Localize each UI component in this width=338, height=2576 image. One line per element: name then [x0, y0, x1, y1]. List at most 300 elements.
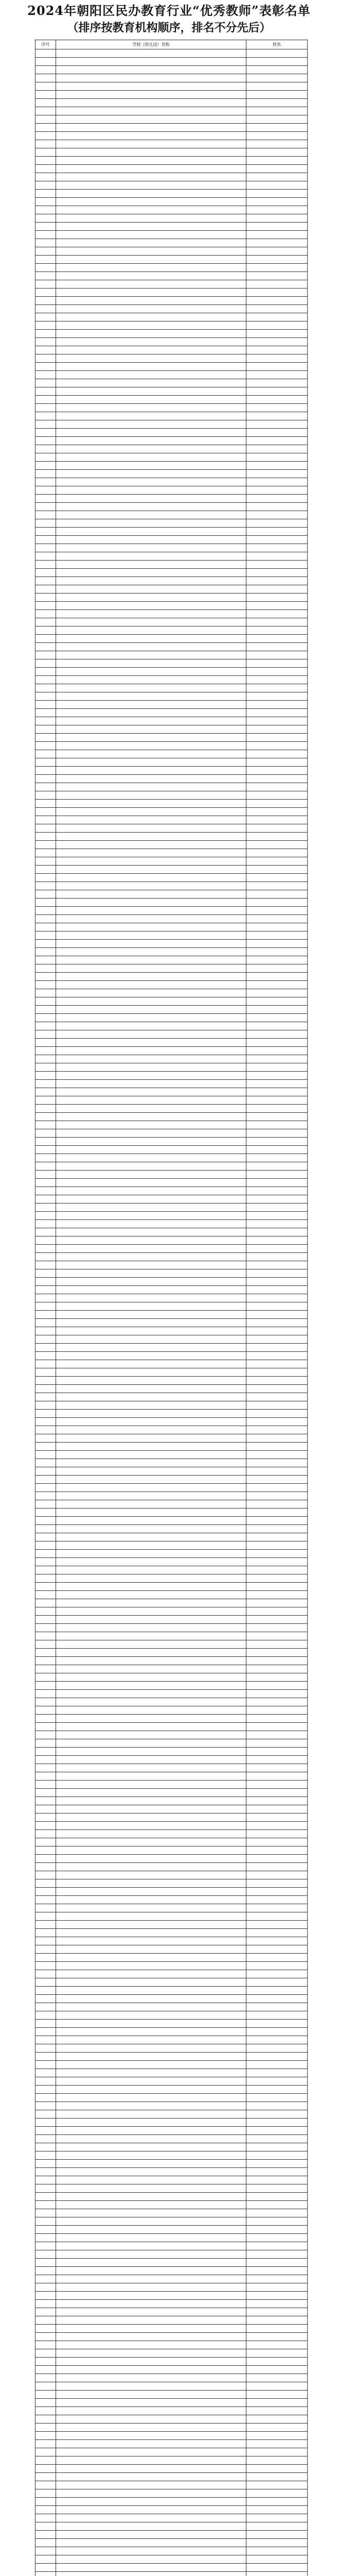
cell-number	[35, 1162, 56, 1171]
cell-school	[56, 1624, 246, 1632]
cell-name	[246, 940, 308, 948]
cell-name	[246, 684, 308, 692]
cell-number	[35, 2102, 56, 2110]
table-row	[35, 2564, 308, 2572]
cell-name	[246, 247, 308, 256]
table-row	[35, 997, 308, 1006]
cell-number	[35, 981, 56, 989]
cell-number	[35, 1335, 56, 1344]
cell-number	[35, 256, 56, 264]
table-row	[35, 1797, 308, 1805]
cell-number	[35, 602, 56, 610]
cell-name	[246, 2366, 308, 2374]
cell-number	[35, 2308, 56, 2316]
cell-number	[35, 132, 56, 140]
cell-number	[35, 1393, 56, 1401]
table-row	[35, 651, 308, 659]
cell-name	[246, 115, 308, 124]
cell-name	[246, 1921, 308, 1929]
table-row	[35, 2555, 308, 2564]
table-row	[35, 585, 308, 594]
cell-school	[56, 247, 246, 256]
cell-name	[246, 2456, 308, 2465]
cell-number	[35, 569, 56, 577]
cell-school	[56, 2226, 246, 2234]
cell-name	[246, 1830, 308, 1838]
table-row	[35, 1492, 308, 1500]
cell-name	[246, 1517, 308, 1525]
cell-name	[246, 561, 308, 569]
table-row	[35, 2151, 308, 2160]
cell-name	[246, 2135, 308, 2143]
table-row	[35, 2382, 308, 2391]
cell-name	[246, 2028, 308, 2036]
cell-number	[35, 2028, 56, 2036]
cell-school	[56, 1484, 246, 1492]
cell-school	[56, 91, 246, 99]
cell-school	[56, 536, 246, 544]
cell-name	[246, 1566, 308, 1574]
cell-number	[35, 387, 56, 396]
cell-number	[35, 1286, 56, 1294]
table-row	[35, 931, 308, 940]
table-row	[35, 676, 308, 684]
cell-number	[35, 1129, 56, 1138]
cell-school	[56, 1599, 246, 1607]
cell-name	[246, 2053, 308, 2061]
cell-school	[56, 1467, 246, 1476]
cell-number	[35, 1171, 56, 1179]
cell-school	[56, 725, 246, 734]
cell-number	[35, 915, 56, 923]
cell-school	[56, 305, 246, 313]
cell-number	[35, 709, 56, 717]
cell-school	[56, 940, 246, 948]
cell-name	[246, 2564, 308, 2572]
cell-name	[246, 2201, 308, 2209]
cell-school	[56, 2465, 246, 2473]
cell-school	[56, 1047, 246, 1055]
cell-school	[56, 2135, 246, 2143]
table-row	[35, 1302, 308, 1311]
cell-name	[246, 577, 308, 585]
cell-school	[56, 1187, 246, 1195]
cell-name	[246, 2184, 308, 2193]
table-row	[35, 610, 308, 618]
cell-name	[246, 1385, 308, 1393]
cell-school	[56, 2564, 246, 2572]
cell-school	[56, 1459, 246, 1467]
cell-school	[56, 1896, 246, 1904]
table-row	[35, 1912, 308, 1921]
cell-number	[35, 1772, 56, 1781]
cell-name	[246, 1764, 308, 1772]
cell-school	[56, 1105, 246, 1113]
cell-number	[35, 1138, 56, 1146]
cell-school	[56, 2242, 246, 2250]
cell-school	[56, 1269, 246, 1278]
cell-number	[35, 1739, 56, 1748]
cell-school	[56, 379, 246, 387]
table-row	[35, 379, 308, 387]
table-row	[35, 2217, 308, 2226]
cell-number	[35, 1113, 56, 1121]
cell-name	[246, 2448, 308, 2456]
cell-name	[246, 1195, 308, 1204]
table-row	[35, 808, 308, 816]
table-row	[35, 1954, 308, 1962]
table-row	[35, 2391, 308, 2399]
table-row	[35, 1467, 308, 1476]
cell-school	[56, 2283, 246, 2292]
cell-name	[246, 1393, 308, 1401]
table-row	[35, 2020, 308, 2028]
cell-number	[35, 1929, 56, 1937]
table-row	[35, 1385, 308, 1393]
cell-number	[35, 2044, 56, 2053]
cell-school	[56, 1327, 246, 1335]
cell-name	[246, 82, 308, 91]
table-row	[35, 2531, 308, 2539]
table-row	[35, 1063, 308, 1072]
cell-name	[246, 2102, 308, 2110]
table-row	[35, 2424, 308, 2432]
cell-school	[56, 989, 246, 997]
cell-name	[246, 2308, 308, 2316]
cell-school	[56, 2292, 246, 2300]
cell-name	[246, 1748, 308, 1756]
cell-number	[35, 1830, 56, 1838]
cell-name	[246, 989, 308, 997]
honor-roll-table	[35, 40, 308, 2576]
cell-number	[35, 82, 56, 91]
cell-name	[246, 1500, 308, 1509]
table-row	[35, 1987, 308, 1995]
table-row	[35, 305, 308, 313]
cell-number	[35, 1574, 56, 1583]
cell-number	[35, 313, 56, 321]
cell-school	[56, 800, 246, 808]
table-row	[35, 973, 308, 981]
cell-school	[56, 610, 246, 618]
table-row	[35, 1896, 308, 1904]
cell-school	[56, 107, 246, 115]
cell-name	[246, 783, 308, 791]
cell-name	[246, 2489, 308, 2498]
table-row	[35, 2053, 308, 2061]
cell-number	[35, 2374, 56, 2382]
cell-number	[35, 363, 56, 371]
cell-school	[56, 2432, 246, 2440]
cell-name	[246, 124, 308, 132]
cell-school	[56, 1335, 246, 1344]
cell-name	[246, 899, 308, 907]
cell-name	[246, 132, 308, 140]
cell-number	[35, 2366, 56, 2374]
table-row	[35, 668, 308, 676]
table-row	[35, 1162, 308, 1171]
table-row	[35, 701, 308, 709]
table-row	[35, 1929, 308, 1937]
cell-school	[56, 857, 246, 866]
cell-number	[35, 49, 56, 58]
cell-number	[35, 495, 56, 503]
cell-school	[56, 668, 246, 676]
cell-school	[56, 1352, 246, 1360]
cell-school	[56, 824, 246, 833]
cell-name	[246, 140, 308, 148]
table-row	[35, 1212, 308, 1220]
cell-number	[35, 404, 56, 412]
cell-school	[56, 2391, 246, 2399]
cell-school	[56, 973, 246, 981]
cell-name	[246, 1319, 308, 1327]
cell-school	[56, 997, 246, 1006]
cell-school	[56, 2044, 246, 2053]
cell-number	[35, 816, 56, 824]
cell-school	[56, 1945, 246, 1954]
cell-number	[35, 1096, 56, 1105]
cell-number	[35, 2415, 56, 2424]
cell-number	[35, 462, 56, 470]
cell-school	[56, 758, 246, 767]
cell-school	[56, 1121, 246, 1129]
cell-name	[246, 857, 308, 866]
cell-school	[56, 964, 246, 973]
table-row	[35, 1344, 308, 1352]
table-row	[35, 882, 308, 890]
cell-number	[35, 668, 56, 676]
cell-school	[56, 2036, 246, 2044]
cell-number	[35, 429, 56, 437]
cell-name	[246, 1022, 308, 1030]
cell-name	[246, 387, 308, 396]
cell-school	[56, 330, 246, 338]
cell-name	[246, 1187, 308, 1195]
cell-school	[56, 2489, 246, 2498]
table-row	[35, 2003, 308, 2011]
cell-school	[56, 1731, 246, 1739]
table-row	[35, 899, 308, 907]
table-row	[35, 2539, 308, 2547]
cell-number	[35, 1459, 56, 1467]
cell-school	[56, 2456, 246, 2465]
table-row	[35, 717, 308, 725]
table-row	[35, 1855, 308, 1863]
cell-number	[35, 1995, 56, 2003]
table-row	[35, 371, 308, 379]
cell-name	[246, 709, 308, 717]
cell-name	[246, 1344, 308, 1352]
cell-school	[56, 140, 246, 148]
cell-number	[35, 1525, 56, 1533]
cell-number	[35, 2201, 56, 2209]
cell-number	[35, 1121, 56, 1129]
cell-number	[35, 148, 56, 157]
cell-number	[35, 206, 56, 214]
cell-school	[56, 420, 246, 429]
cell-name	[246, 519, 308, 528]
cell-school	[56, 2110, 246, 2119]
cell-school	[56, 2184, 246, 2193]
cell-name	[246, 643, 308, 651]
cell-number	[35, 2184, 56, 2193]
cell-school	[56, 1739, 246, 1748]
cell-number	[35, 2399, 56, 2407]
cell-number	[35, 717, 56, 725]
table-row	[35, 1541, 308, 1550]
cell-school	[56, 931, 246, 940]
cell-school	[56, 890, 246, 899]
cell-name	[246, 404, 308, 412]
cell-school	[56, 66, 246, 74]
cell-school	[56, 1756, 246, 1764]
cell-school	[56, 594, 246, 602]
cell-number	[35, 2267, 56, 2275]
cell-name	[246, 2440, 308, 2448]
cell-number	[35, 247, 56, 256]
cell-number	[35, 2127, 56, 2135]
table-row	[35, 874, 308, 882]
cell-school	[56, 1690, 246, 1698]
cell-school	[56, 264, 246, 272]
table-row	[35, 173, 308, 181]
cell-name	[246, 2374, 308, 2382]
table-row	[35, 1269, 308, 1278]
cell-number	[35, 2325, 56, 2333]
cell-number	[35, 1764, 56, 1772]
cell-name	[246, 1154, 308, 1162]
table-row	[35, 140, 308, 148]
cell-name	[246, 569, 308, 577]
table-row	[35, 2415, 308, 2424]
table-row	[35, 1088, 308, 1096]
table-row	[35, 618, 308, 626]
cell-name	[246, 1814, 308, 1822]
cell-number	[35, 1368, 56, 1377]
cell-name	[246, 2481, 308, 2489]
cell-number	[35, 2465, 56, 2473]
cell-school	[56, 198, 246, 206]
table-row	[35, 1772, 308, 1781]
table-row	[35, 132, 308, 140]
table-row	[35, 495, 308, 503]
cell-school	[56, 1921, 246, 1929]
cell-number	[35, 2135, 56, 2143]
table-row	[35, 280, 308, 289]
cell-number	[35, 239, 56, 247]
table-row	[35, 561, 308, 569]
cell-name	[246, 1805, 308, 1814]
cell-name	[246, 1772, 308, 1781]
cell-school	[56, 833, 246, 841]
table-row	[35, 1566, 308, 1574]
cell-name	[246, 758, 308, 767]
cell-number	[35, 1500, 56, 1509]
table-row	[35, 1863, 308, 1871]
cell-number	[35, 1022, 56, 1030]
table-row	[35, 1970, 308, 1978]
cell-name	[246, 1434, 308, 1443]
table-row	[35, 791, 308, 800]
cell-school	[56, 1476, 246, 1484]
cell-school	[56, 2176, 246, 2184]
cell-number	[35, 354, 56, 363]
table-row	[35, 2407, 308, 2415]
cell-school	[56, 1929, 246, 1937]
table-row	[35, 1748, 308, 1756]
table-row	[35, 1673, 308, 1682]
cell-name	[246, 2465, 308, 2473]
cell-number	[35, 2151, 56, 2160]
cell-name	[246, 1583, 308, 1591]
cell-number	[35, 2036, 56, 2044]
table-row	[35, 1187, 308, 1195]
cell-name	[246, 1698, 308, 1706]
cell-name	[246, 1484, 308, 1492]
cell-school	[56, 2514, 246, 2522]
cell-name	[246, 1467, 308, 1476]
cell-number	[35, 1607, 56, 1616]
cell-number	[35, 1912, 56, 1921]
cell-number	[35, 767, 56, 775]
cell-school	[56, 1632, 246, 1640]
cell-school	[56, 82, 246, 91]
cell-school	[56, 528, 246, 536]
cell-number	[35, 2432, 56, 2440]
table-row	[35, 99, 308, 107]
table-row	[35, 363, 308, 371]
table-row	[35, 223, 308, 231]
cell-school	[56, 1607, 246, 1616]
cell-number	[35, 2226, 56, 2234]
cell-number	[35, 2506, 56, 2514]
cell-school	[56, 1805, 246, 1814]
table-row	[35, 866, 308, 874]
cell-number	[35, 1220, 56, 1228]
cell-number	[35, 2572, 56, 2576]
table-row	[35, 313, 308, 321]
cell-school	[56, 569, 246, 577]
table-row	[35, 2077, 308, 2086]
table-header-row	[35, 40, 308, 49]
table-row	[35, 1921, 308, 1929]
document-title: 2024年朝阳区民办教育行业“优秀教师”表彰名单	[27, 3, 311, 18]
table-row	[35, 1476, 308, 1484]
cell-name	[246, 841, 308, 849]
table-row	[35, 1072, 308, 1080]
cell-number	[35, 1583, 56, 1591]
table-row	[35, 396, 308, 404]
table-row	[35, 231, 308, 239]
cell-name	[246, 948, 308, 956]
cell-name	[246, 1781, 308, 1789]
cell-name	[246, 1904, 308, 1912]
table-row	[35, 1171, 308, 1179]
cell-name	[246, 2333, 308, 2341]
cell-name	[246, 2424, 308, 2432]
cell-name	[246, 1599, 308, 1607]
table-row	[35, 849, 308, 857]
cell-school	[56, 1410, 246, 1418]
cell-school	[56, 1113, 246, 1121]
table-row	[35, 1146, 308, 1154]
cell-school	[56, 1888, 246, 1896]
cell-number	[35, 2522, 56, 2531]
cell-number	[35, 791, 56, 800]
cell-name	[246, 1632, 308, 1640]
table-row	[35, 1319, 308, 1327]
